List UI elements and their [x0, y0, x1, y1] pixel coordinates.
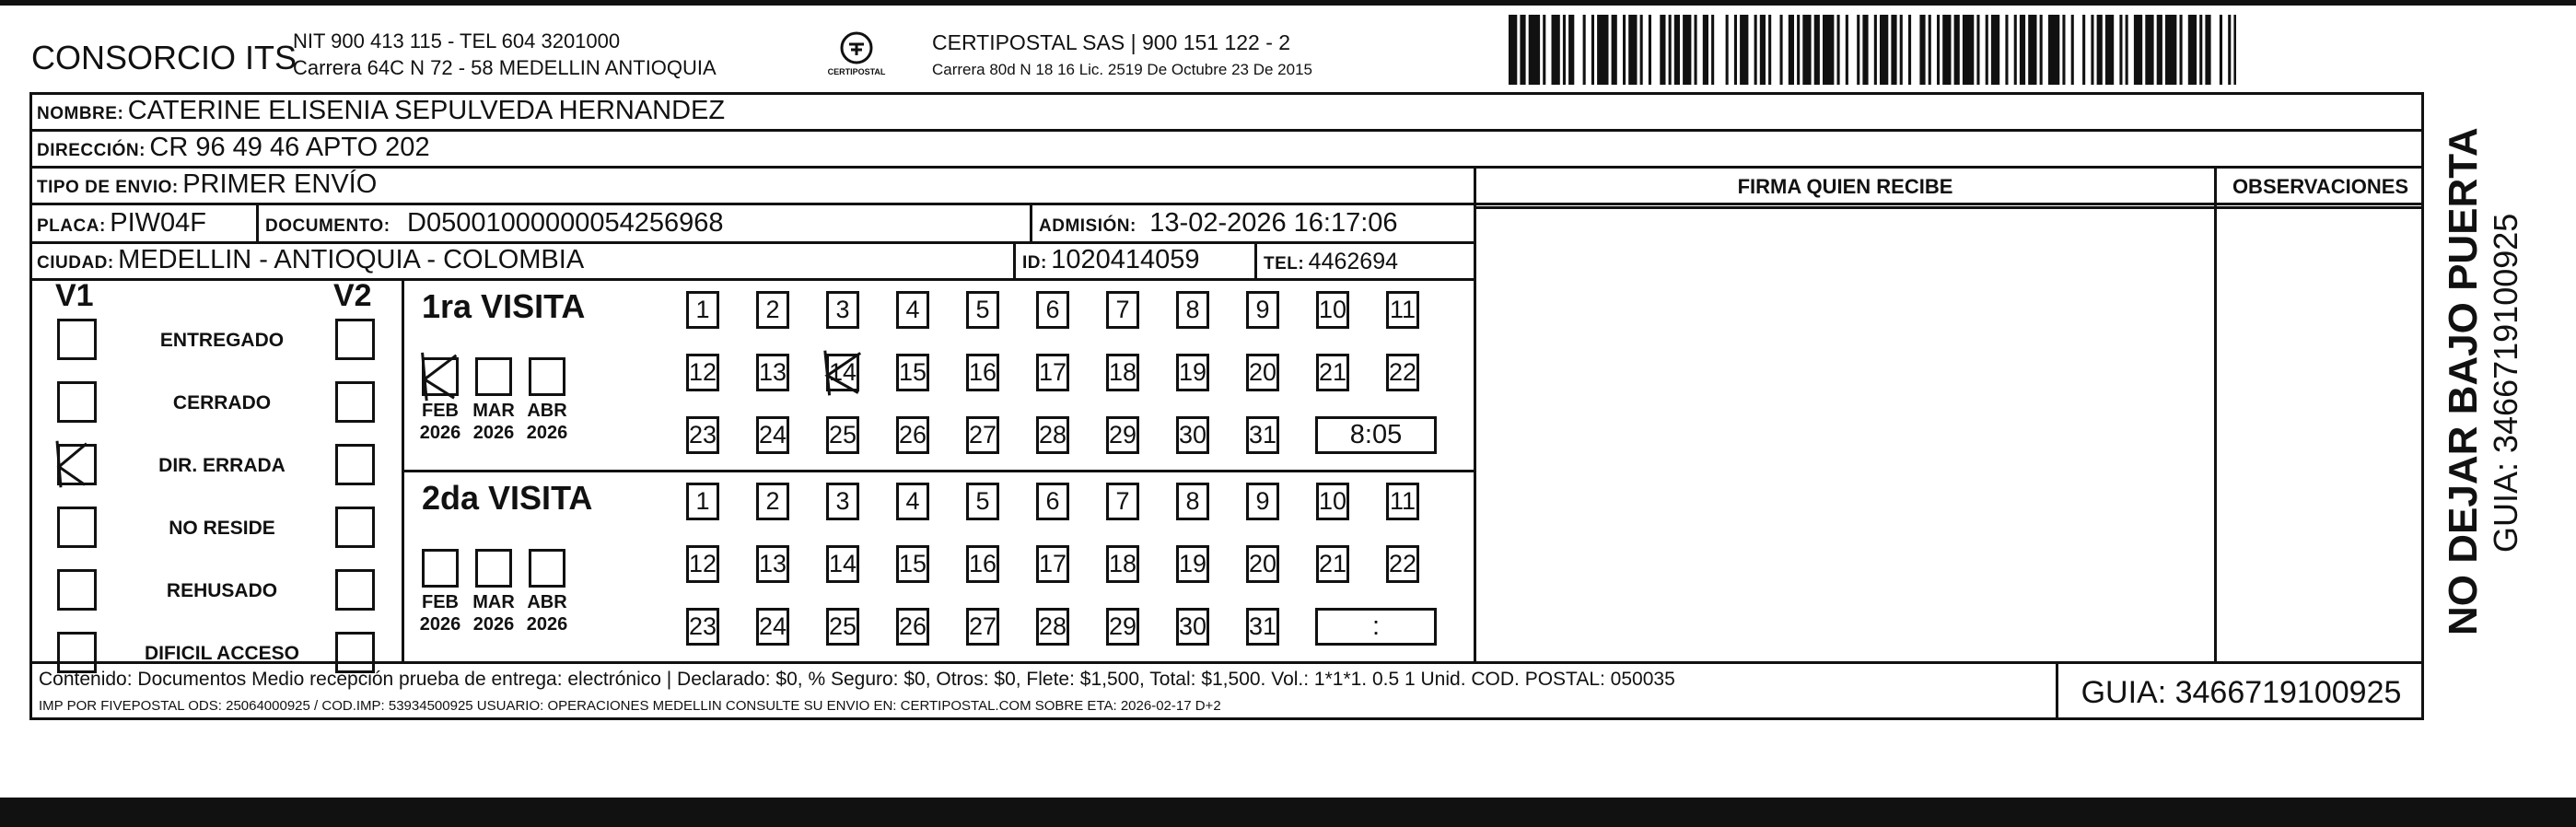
barcode-bar: [1520, 15, 1525, 85]
status-option-label: NO RESIDE: [169, 518, 275, 539]
row-divider: [29, 241, 1475, 244]
city-cell: [37, 245, 584, 275]
visit-title: 2da VISITA: [422, 479, 593, 517]
barcode-bar: [2005, 15, 2008, 85]
barcode-bar: [1509, 15, 1517, 85]
barcode-bar: [2145, 15, 2153, 85]
barcode-bar: [2134, 15, 2142, 85]
document-label: DOCUMENTO:: [265, 216, 390, 236]
month-label: [413, 591, 468, 635]
barcode-bar: [1789, 15, 1794, 85]
barcode-bar: [2071, 15, 2074, 85]
day-box[interactable]: 10: [1316, 291, 1349, 329]
day-box[interactable]: 24: [756, 608, 789, 646]
certipostal-logo: [815, 29, 898, 81]
v2-checkbox[interactable]: [335, 444, 375, 485]
row-divider: [29, 203, 2424, 205]
admission-value: 13-02-2026 16:17:06: [1149, 208, 1398, 238]
document-value: D05001000000054256968: [407, 208, 724, 238]
barcode-bar: [2119, 15, 2122, 85]
day-box[interactable]: 3: [826, 291, 859, 329]
barcode-bar: [1703, 15, 1708, 85]
day-box[interactable]: 11: [1386, 291, 1419, 329]
barcode-bar: [1991, 15, 1999, 85]
barcode-bar: [2199, 15, 2202, 85]
certipostal-logo-text: CERTIPOSTAL: [827, 67, 886, 76]
city-label: CIUDAD:: [37, 253, 114, 273]
day-box[interactable]: 16: [966, 354, 999, 391]
day-box[interactable]: 12: [686, 354, 719, 391]
barcode-bar: [2097, 15, 2103, 85]
barcode-bar: [1942, 15, 1951, 85]
day-box[interactable]: 14: [826, 354, 859, 391]
day-box[interactable]: 5: [966, 483, 999, 520]
day-box[interactable]: 18: [1106, 354, 1139, 391]
tel-value: 4462694: [1308, 249, 1398, 274]
barcode-bar: [1780, 15, 1783, 85]
status-option-label: CERRADO: [172, 392, 272, 414]
day-box[interactable]: 13: [756, 354, 789, 391]
month-checkbox[interactable]: [529, 357, 565, 396]
barcode-bar: [2082, 15, 2085, 85]
barcode-bar: [2205, 15, 2210, 85]
barcode-bar: [1674, 15, 1680, 85]
month-name: ABR: [527, 592, 567, 612]
barcode-bar: [1846, 15, 1848, 85]
observations-header: OBSERVACIONES: [2232, 175, 2409, 198]
barcode-bar: [1711, 15, 1714, 85]
barcode-bar: [1986, 15, 1988, 85]
document-cell: [265, 208, 724, 239]
barcode-bar: [1862, 15, 1868, 85]
barcode-bar: [2180, 15, 2183, 85]
barcode-bar: [1563, 15, 1566, 85]
day-box[interactable]: 23: [686, 416, 719, 454]
barcode-bar: [2233, 15, 2236, 85]
admission-cell: [1039, 208, 1398, 239]
day-box[interactable]: 5: [966, 291, 999, 329]
day-box[interactable]: 20: [1246, 354, 1279, 391]
address-label: DIRECCIÓN:: [37, 141, 146, 160]
footer-guia: GUIA: 3466719100925: [2081, 675, 2402, 710]
month-name: ABR: [527, 401, 567, 421]
v2-label: V2: [333, 278, 372, 313]
barcode-bar: [1891, 15, 1896, 85]
visit-time-box[interactable]: :: [1315, 608, 1437, 646]
barcode-bar: [1529, 15, 1540, 85]
day-box[interactable]: 15: [896, 545, 929, 583]
day-box[interactable]: 15: [896, 354, 929, 391]
col-divider: [1474, 168, 1476, 663]
day-box[interactable]: 22: [1386, 354, 1419, 391]
barcode-bar: [1726, 15, 1729, 85]
month-year: 2026: [472, 423, 515, 443]
barcode-bar: [1802, 15, 1811, 85]
day-box[interactable]: 17: [1036, 545, 1069, 583]
v1-checkbox[interactable]: [57, 444, 97, 485]
barcode-bar: [1880, 15, 1888, 85]
v2-checkbox[interactable]: [335, 507, 375, 548]
month-label: [466, 400, 521, 444]
barcode-bar: [1963, 15, 1974, 85]
day-box[interactable]: 17: [1036, 354, 1069, 391]
day-box[interactable]: 11: [1386, 483, 1419, 520]
v2-checkbox[interactable]: [335, 381, 375, 423]
day-box[interactable]: 1: [686, 291, 719, 329]
row-divider: [29, 278, 1475, 281]
barcode-bar: [1734, 15, 1737, 85]
barcode-bar: [1543, 15, 1545, 85]
barcode-bar: [1649, 15, 1651, 85]
barcode-bar: [1591, 15, 1594, 85]
company-address: Carrera 64C N 72 - 58 MEDELLIN ANTIOQUIA: [293, 56, 717, 79]
day-box[interactable]: 7: [1106, 483, 1139, 520]
barcode-bar: [1612, 15, 1617, 85]
month-name: FEB: [422, 592, 459, 612]
status-option-label: REHUSADO: [166, 580, 278, 601]
side-warning: NO DEJAR BAJO PUERTA: [2441, 127, 2486, 635]
day-box[interactable]: 21: [1316, 545, 1349, 583]
day-box[interactable]: 13: [756, 545, 789, 583]
barcode-bar: [2028, 15, 2036, 85]
row-divider: [29, 129, 2424, 132]
barcode-bar: [1583, 15, 1586, 85]
col-divider: [2214, 168, 2217, 663]
signature-header: FIRMA QUIEN RECIBE: [1737, 175, 1953, 198]
barcode-bar: [2091, 15, 2093, 85]
shipping-type-row: [37, 169, 377, 200]
month-year: 2026: [419, 614, 461, 635]
tel-cell: [1264, 249, 1398, 275]
barcode-bar: [2020, 15, 2025, 85]
col-divider: [256, 204, 259, 241]
row-divider: [29, 661, 2424, 664]
barcode-bar: [2062, 15, 2065, 85]
barcode-bar: [1814, 15, 1820, 85]
day-box[interactable]: 27: [966, 416, 999, 454]
day-box[interactable]: 23: [686, 608, 719, 646]
city-value: MEDELLIN - ANTIOQUIA - COLOMBIA: [118, 245, 585, 274]
status-option-label: ENTREGADO: [159, 330, 285, 351]
barcode-bar: [1954, 15, 1960, 85]
barcode-bar: [1823, 15, 1834, 85]
plate-cell: [37, 208, 206, 239]
footer-contents: Contenido: Documentos Medio recepción prueba de entrega: electrónico | Declarado: $0, % Seguro: $0, Otros: $0, Flete: $1,500, Total: $1,500. Vol.: 1*1*1. 0.5 1 Unid. COD. POSTAL: 050035: [39, 669, 1675, 690]
month-label: [413, 400, 468, 444]
day-box[interactable]: 30: [1176, 416, 1209, 454]
status-option-label: DIR. ERRADA: [158, 455, 286, 476]
day-box[interactable]: 8: [1176, 483, 1209, 520]
month-year: 2026: [526, 614, 568, 635]
barcode-bar: [1552, 15, 1560, 85]
month-checkbox[interactable]: [422, 549, 459, 588]
barcode-bar: [2105, 15, 2114, 85]
footer-print-info: IMP POR FIVEPOSTAL ODS: 25064000925 / COD.IMP: 53934500925 USUARIO: OPERACIONES MEDELLIN CONSULTE SU ENVIO EN: CERTIPOSTAL.COM SOBRE ETA: 2026-02-17 D+2: [39, 698, 1221, 714]
barcode-bar: [2048, 15, 2059, 85]
v2-checkbox[interactable]: [335, 319, 375, 360]
day-box[interactable]: 20: [1246, 545, 1279, 583]
day-box[interactable]: 18: [1106, 545, 1139, 583]
name-row: [37, 96, 725, 126]
month-year: 2026: [419, 423, 461, 443]
v1-label: V1: [55, 278, 94, 313]
barcode-bar: [1837, 15, 1840, 85]
day-box[interactable]: 19: [1176, 545, 1209, 583]
day-box[interactable]: 8: [1176, 291, 1209, 329]
shipping-type-label: TIPO DE ENVIO:: [37, 178, 179, 197]
col-divider: [1254, 241, 1257, 278]
day-box[interactable]: 16: [966, 545, 999, 583]
plate-value: PIW04F: [110, 208, 206, 238]
day-box[interactable]: 28: [1036, 416, 1069, 454]
tel-label: TEL:: [1264, 254, 1305, 274]
day-box[interactable]: 2: [756, 483, 789, 520]
day-box[interactable]: 9: [1246, 291, 1279, 329]
day-box[interactable]: 4: [896, 483, 929, 520]
month-year: 2026: [472, 614, 515, 635]
day-box[interactable]: 24: [756, 416, 789, 454]
barcode-bar: [1874, 15, 1877, 85]
barcode: [1509, 15, 2245, 88]
day-box[interactable]: 4: [896, 291, 929, 329]
admission-label: ADMISIÓN:: [1039, 216, 1136, 236]
address-row: [37, 133, 430, 163]
month-name: MAR: [472, 401, 515, 421]
barcode-bar: [1695, 15, 1697, 85]
company-name: CONSORCIO ITS: [31, 39, 297, 76]
month-name: FEB: [422, 401, 459, 421]
barcode-bar: [1628, 15, 1637, 85]
id-value: 1020414059: [1051, 245, 1200, 274]
month-label: [519, 400, 575, 444]
name-value: CATERINE ELISENIA SEPULVEDA HERNANDEZ: [127, 96, 726, 125]
day-box[interactable]: 14: [826, 545, 859, 583]
barcode-bar: [1568, 15, 1574, 85]
barcode-bar: [1754, 15, 1757, 85]
row-divider: [1475, 206, 2424, 209]
day-box[interactable]: 29: [1106, 416, 1139, 454]
id-label: ID:: [1022, 253, 1047, 273]
barcode-bar: [1760, 15, 1766, 85]
month-checkbox[interactable]: [529, 549, 565, 588]
name-label: NOMBRE:: [37, 104, 124, 123]
barcode-bar: [1640, 15, 1643, 85]
barcode-bar: [1797, 15, 1800, 85]
carrier-name: CERTIPOSTAL SAS | 900 151 122 - 2: [932, 30, 1291, 54]
row-divider: [29, 166, 2424, 169]
status-option-label: DIFICIL ACCESO: [144, 643, 299, 664]
bottom-edge: [0, 798, 2576, 827]
day-box[interactable]: 22: [1386, 545, 1419, 583]
day-box[interactable]: 3: [826, 483, 859, 520]
col-divider: [1013, 241, 1016, 278]
row-divider: [403, 470, 1475, 472]
day-box[interactable]: 2: [756, 291, 789, 329]
day-box[interactable]: 31: [1246, 608, 1279, 646]
barcode-bar: [1768, 15, 1771, 85]
barcode-bar: [1597, 15, 1608, 85]
month-label: [466, 591, 521, 635]
plate-label: PLACA:: [37, 216, 106, 236]
barcode-bar: [1683, 15, 1691, 85]
barcode-bar: [1623, 15, 1626, 85]
side-guia: GUIA: 3466719100925: [2487, 213, 2524, 553]
day-box[interactable]: 19: [1176, 354, 1209, 391]
v1-checkbox[interactable]: [57, 569, 97, 611]
barcode-bar: [1929, 15, 1931, 85]
v2-checkbox[interactable]: [335, 632, 375, 673]
barcode-bar: [1740, 15, 1748, 85]
v1-checkbox[interactable]: [57, 507, 97, 548]
day-box[interactable]: 21: [1316, 354, 1349, 391]
day-box[interactable]: 25: [826, 608, 859, 646]
visit-time-box[interactable]: 8:05: [1315, 416, 1437, 454]
day-box[interactable]: 29: [1106, 608, 1139, 646]
day-box[interactable]: 10: [1316, 483, 1349, 520]
barcode-bar: [2220, 15, 2222, 85]
barcode-bar: [2165, 15, 2176, 85]
day-box[interactable]: 26: [896, 416, 929, 454]
address-value: CR 96 49 46 APTO 202: [149, 133, 430, 162]
carrier-address: Carrera 80d N 18 16 Lic. 2519 De Octubre 23 De 2015: [932, 61, 1312, 78]
barcode-bar: [2040, 15, 2043, 85]
day-box[interactable]: 1: [686, 483, 719, 520]
day-box[interactable]: 6: [1036, 291, 1069, 329]
v2-checkbox[interactable]: [335, 569, 375, 611]
day-box[interactable]: 26: [896, 608, 929, 646]
month-label: [519, 591, 575, 635]
barcode-bar: [1919, 15, 1925, 85]
day-box[interactable]: 12: [686, 545, 719, 583]
barcode-bar: [1669, 15, 1672, 85]
shipping-type-value: PRIMER ENVÍO: [182, 169, 378, 199]
barcode-bar: [2126, 15, 2128, 85]
company-nit-tel: NIT 900 413 115 - TEL 604 3201000: [293, 29, 621, 52]
month-checkbox[interactable]: [422, 357, 459, 396]
day-box[interactable]: 28: [1036, 608, 1069, 646]
day-box[interactable]: 9: [1246, 483, 1279, 520]
month-name: MAR: [472, 592, 515, 612]
col-divider: [1030, 204, 1032, 241]
barcode-bar: [1900, 15, 1903, 85]
barcode-bar: [2188, 15, 2197, 85]
id-cell: [1022, 245, 1200, 275]
barcode-bar: [2014, 15, 2017, 85]
v1-checkbox[interactable]: [57, 381, 97, 423]
barcode-bar: [1937, 15, 1940, 85]
barcode-bar: [1857, 15, 1859, 85]
v1-checkbox[interactable]: [57, 632, 97, 673]
day-box[interactable]: 30: [1176, 608, 1209, 646]
col-divider: [402, 278, 404, 661]
day-box[interactable]: 27: [966, 608, 999, 646]
barcode-bar: [2228, 15, 2231, 85]
certipostal-logo-icon: [838, 29, 875, 66]
barcode-bar: [1908, 15, 1911, 85]
barcode-bar: [1976, 15, 1979, 85]
month-year: 2026: [526, 423, 568, 443]
month-checkbox[interactable]: [475, 549, 512, 588]
month-checkbox[interactable]: [475, 357, 512, 396]
day-box[interactable]: 25: [826, 416, 859, 454]
v1-checkbox[interactable]: [57, 319, 97, 360]
top-edge: [0, 0, 2576, 6]
barcode-bar: [1660, 15, 1665, 85]
day-box[interactable]: 6: [1036, 483, 1069, 520]
visit-title: 1ra VISITA: [422, 287, 586, 325]
barcode-bar: [2157, 15, 2162, 85]
day-box[interactable]: 7: [1106, 291, 1139, 329]
day-box[interactable]: 31: [1246, 416, 1279, 454]
